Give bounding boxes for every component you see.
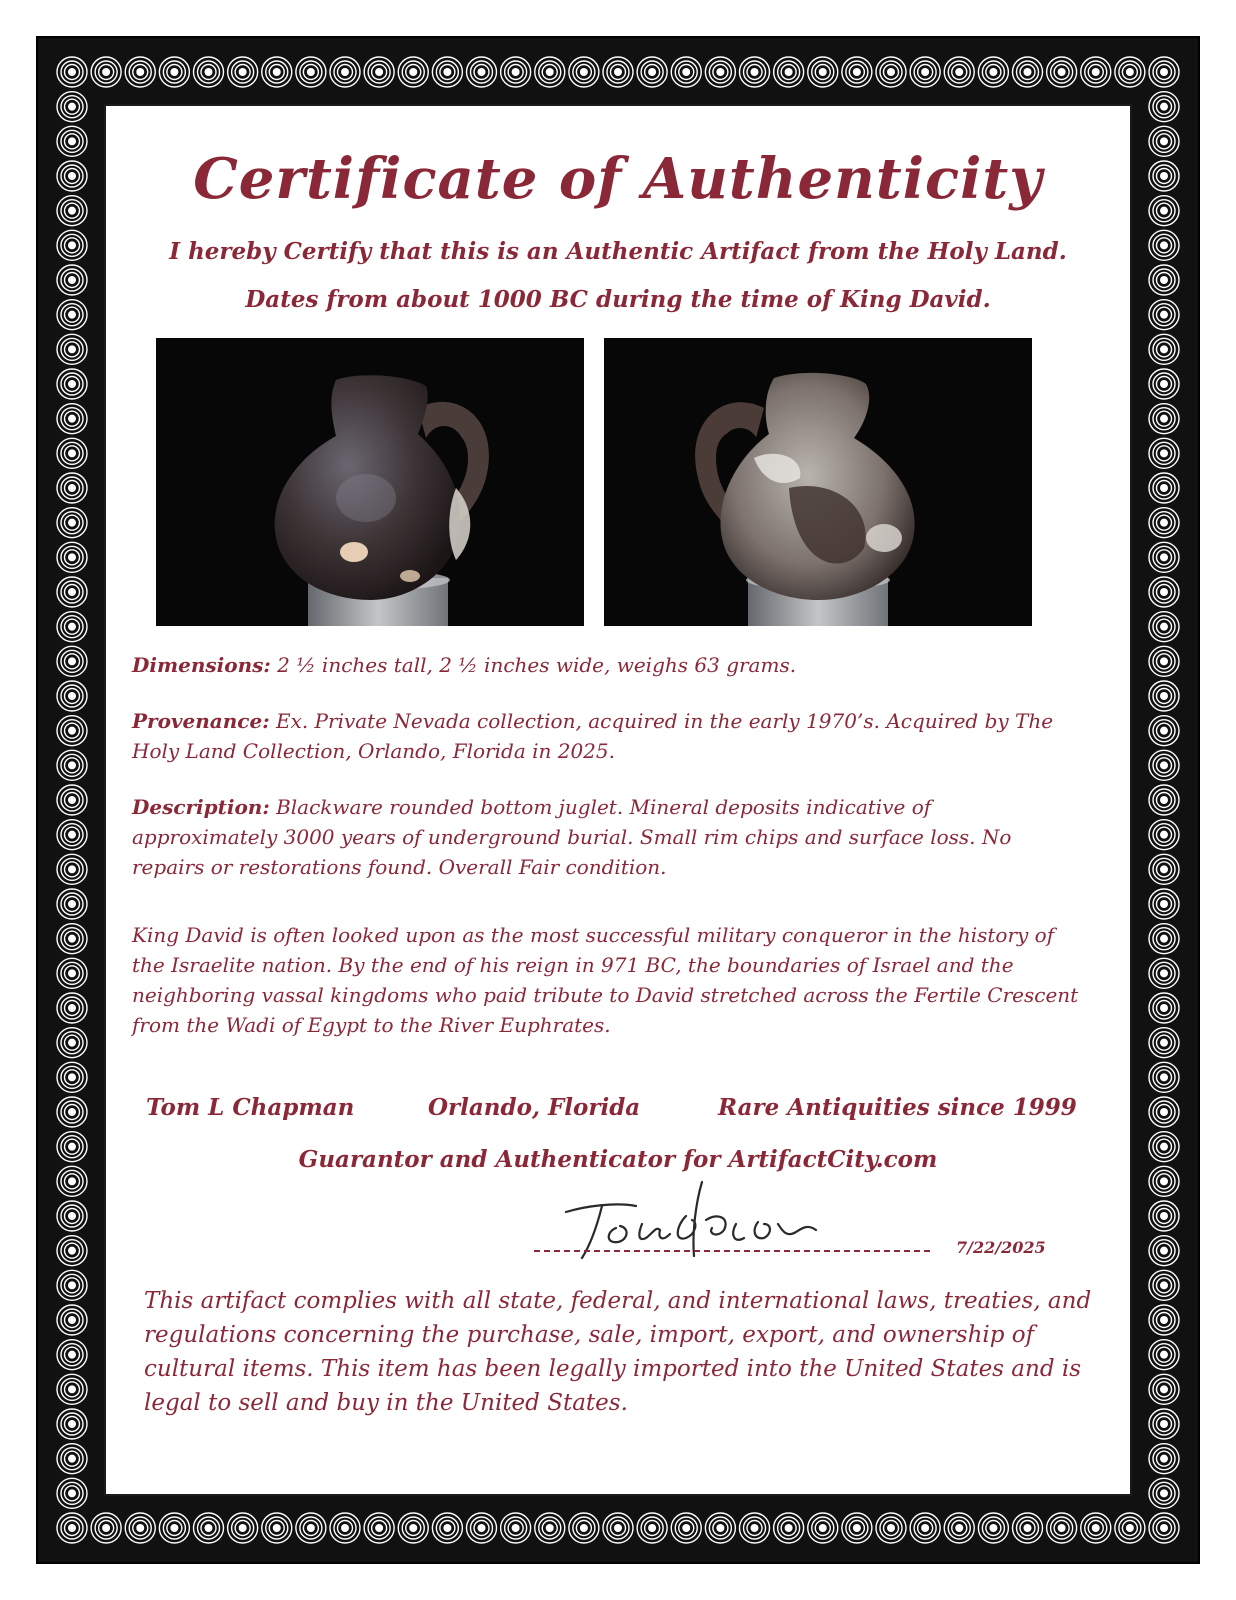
description-label: Description:: [132, 795, 270, 819]
legal-compliance-paragraph: This artifact complies with all state, federal, and international laws, treaties, and regulations concerning the purchase, sale, import, export, and ownership of cultural items. This item has been legally imported into the United States and is legal to sell and buy in the United States.: [144, 1288, 1092, 1416]
signature-date: 7/22/2025: [956, 1238, 1046, 1257]
signer-location: Orlando, Florida: [428, 1094, 641, 1121]
artifact-photo-back: [604, 338, 1032, 626]
provenance-value: Ex. Private Nevada collection, acquired in the early 1970’s. Acquired by The Holy Land Collection, Orlando, Florida in 2025.: [132, 709, 1054, 763]
signer-name: Tom L Chapman: [146, 1094, 355, 1121]
signature-line: [534, 1250, 930, 1252]
dimensions-paragraph: [132, 650, 1082, 680]
description-value: Blackware rounded bottom juglet. Mineral deposits indicative of approximately 3000 years of underground burial. Small rim chips and surface loss. No repairs or restorations found. Overall Fair condition.: [132, 795, 1012, 879]
certificate-title: Certificate of Authenticity: [193, 146, 1043, 212]
certificate-panel: [104, 104, 1132, 1496]
provenance-paragraph: [132, 706, 1082, 766]
artifact-photo-front: [156, 338, 584, 626]
guarantor-line: Guarantor and Authenticator for ArtifactCity.com: [298, 1146, 938, 1173]
dimensions-value: 2 ½ inches tall, 2 ½ inches wide, weighs 63 grams.: [270, 653, 797, 677]
intro-line-1: I hereby Certify that this is an Authentic Artifact from the Holy Land.: [169, 238, 1067, 265]
intro-line-2: Dates from about 1000 BC during the time of King David.: [245, 286, 991, 313]
signer-tagline: Rare Antiquities since 1999: [718, 1094, 1077, 1121]
dimensions-label: Dimensions:: [132, 653, 271, 677]
history-paragraph: King David is often looked upon as the most successful military conqueror in the history of the Israelite nation. By the end of his reign in 971 BC, the boundaries of Israel and the neighboring vassal kingdoms who paid tribute to David stretched across the Fertile Crescent from the Wadi of Egypt to the River Euphrates.: [132, 923, 1079, 1037]
signer-row: [106, 1094, 1130, 1126]
provenance-label: Provenance:: [132, 709, 270, 733]
description-paragraph: [132, 792, 1082, 882]
